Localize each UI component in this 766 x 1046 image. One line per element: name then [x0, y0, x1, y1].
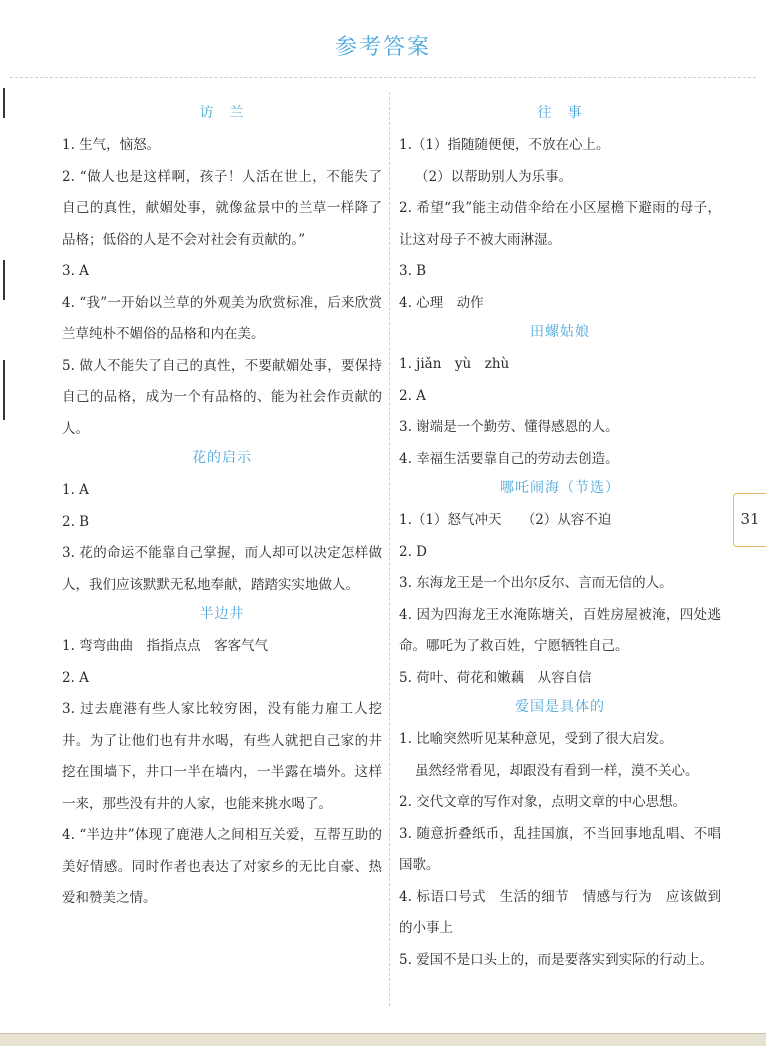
title-divider — [10, 77, 756, 78]
page-number-tab — [733, 493, 766, 547]
answer-item: 3. 随意折叠纸币，乱挂国旗，不当回事地乱唱、不唱国歌。 — [399, 825, 721, 873]
answer-item: 1. 生气，恼怒。 — [62, 137, 161, 153]
answer-item: 1.（1）指随随便便，不放在心上。 — [399, 137, 610, 153]
section-title: 花的启示 — [192, 450, 252, 466]
answer-item: 4. 心理 动作 — [399, 294, 484, 311]
answer-item: 2. A — [62, 669, 89, 686]
answer-item: （2）以帮助别人为乐事。 — [415, 168, 573, 185]
answer-item: 4. 幸福生活要靠自己的劳动去创造。 — [399, 450, 619, 467]
answer-item: 4. 因为四海龙王水淹陈塘关，百姓房屋被淹，四处逃命。哪吒为了救百姓，宁愿牺牲自己。 — [399, 606, 721, 654]
answer-item: 5. 荷叶、荷花和嫩藕 从容自信 — [399, 669, 592, 686]
page-number: 31 — [740, 510, 760, 528]
bottom-bar — [0, 1033, 766, 1046]
margin-mark — [3, 260, 5, 300]
answer-item: 5. 爱国不是口头上的，而是要落实到实际的行动上。 — [399, 951, 714, 968]
margin-mark — [3, 360, 5, 420]
section-title: 爱国是具体的 — [515, 699, 605, 715]
answer-item: 2. 交代文章的写作对象，点明文章的中心思想。 — [399, 794, 687, 810]
answer-item: 4. 标语口号式 生活的细节 情感与行为 应该做到的小事上 — [399, 888, 721, 936]
answer-item: 2. D — [399, 543, 427, 560]
answer-item: 1. 弯弯曲曲 指指点点 客客气气 — [62, 638, 269, 654]
answer-item: 1. A — [62, 482, 89, 498]
left-column — [62, 100, 382, 915]
section-title: 半边井 — [199, 606, 245, 622]
answer-item: 5. 做人不能失了自己的真性，不要献媚处事，要保持自己的品格，成为一个有品格的、能为社会作贡献的人。 — [62, 357, 382, 437]
section-title: 哪吒闹海（节选） — [500, 480, 620, 496]
answer-item: 1. jiǎn yù zhù — [399, 356, 510, 372]
answer-item: 2. 希望“我”能主动借伞给在小区屋檐下避雨的母子，让这对母子不被大雨淋湿。 — [399, 200, 721, 248]
answer-item: 3. 东海龙王是一个出尔反尔、言而无信的人。 — [399, 575, 673, 591]
answer-item: 虽然经常看见，却跟没有看到一样，漠不关心。 — [415, 762, 699, 779]
answer-item: 2. A — [399, 387, 426, 404]
answer-item: 4. “我”一开始以兰草的外观美为欣赏标准，后来欣赏兰草纯朴不媚俗的品格和内在美。 — [62, 294, 382, 342]
answer-item: 4. “半边井”体现了鹿港人之间相互关爱，互帮互助的美好情感。同时作者也表达了对家乡的无比自豪、热爱和赞美之情。 — [62, 827, 382, 906]
answer-item: 3. B — [399, 263, 427, 279]
section-title: 访 兰 — [199, 105, 245, 121]
answer-item: 3. A — [62, 263, 89, 279]
answer-item: 2. “做人也是这样啊，孩子！人活在世上，不能失了自己的真性，献媚处事，就像盆景中的兰草一样降了品格；低俗的人是不会对社会有贡献的。” — [62, 168, 382, 248]
answer-item: 1.（1）怒气冲天 （2）从容不迫 — [399, 512, 612, 528]
section-title: 田螺姑娘 — [530, 324, 590, 340]
answer-item: 3. 过去鹿港有些人家比较穷困，没有能力雇工人挖井。为了让他们也有井水喝，有些人就把自己家的井挖在围墙下，井口一半在墙内，一半露在墙外。这样一来，那些没有井的人家，也能来挑水喝了。 — [62, 701, 382, 812]
page-title: 参考答案 — [334, 35, 431, 60]
answer-item: 3. 花的命运不能靠自己掌握，而人却可以决定怎样做人，我们应该默默无私地奉献，踏踏实实地做人。 — [62, 545, 382, 593]
right-column — [399, 100, 721, 976]
section-title: 往 事 — [537, 105, 583, 121]
answer-item: 1. 比喻突然听见某种意见，受到了很大启发。 — [399, 731, 673, 747]
answer-item: 2. B — [62, 513, 90, 530]
answer-item: 3. 谢端是一个勤劳、懂得感恩的人。 — [399, 419, 619, 435]
margin-mark — [3, 88, 5, 118]
column-divider — [389, 92, 390, 1006]
